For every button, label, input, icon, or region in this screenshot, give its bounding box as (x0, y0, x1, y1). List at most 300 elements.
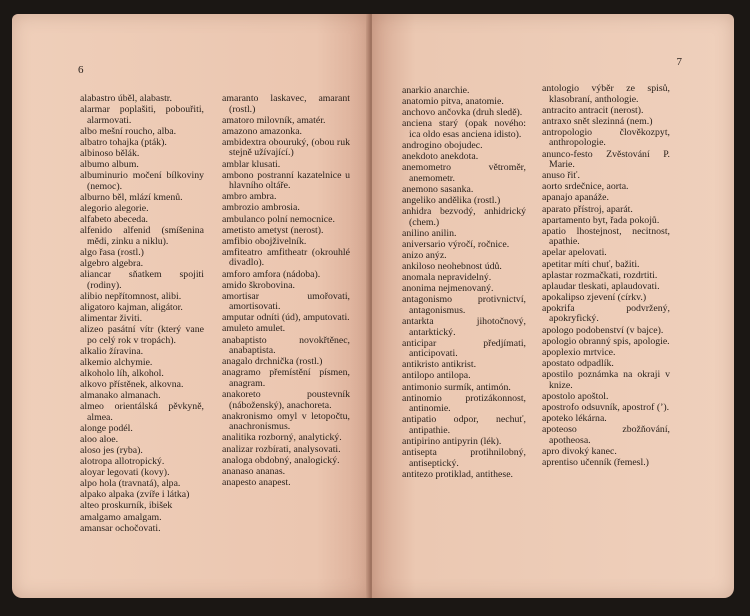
dictionary-entry (402, 163, 526, 184)
dictionary-entry (402, 229, 526, 240)
entry-headword: aparato (542, 203, 571, 215)
entry-definition: ochočovati. (115, 522, 161, 534)
entry-definition: amulet. (256, 323, 286, 335)
entry-headword: ambulanco (222, 213, 265, 225)
dictionary-entry (80, 127, 204, 138)
dictionary-entry (80, 468, 204, 479)
dictionary-entry (80, 215, 204, 226)
dictionary-entry (542, 260, 670, 271)
dictionary-entry (80, 204, 204, 215)
entry-definition: polní nemocnice. (267, 213, 335, 225)
entry-headword: aloo (80, 433, 97, 445)
entry-definition: anekdota. (440, 151, 479, 163)
entry-definition: protizákonnost, antinomie. (409, 392, 526, 415)
right-page (372, 14, 734, 598)
entry-headword: alfabeto (80, 214, 112, 226)
dictionary-entry (80, 391, 204, 402)
dictionary-entry (402, 394, 526, 415)
dictionary-entry (402, 97, 526, 108)
dictionary-entry (542, 337, 670, 348)
entry-definition: míti chuť, bažiti. (573, 258, 640, 270)
dictionary-entry (80, 446, 204, 457)
entry-definition: odpadlík. (577, 357, 614, 369)
entry-definition: nejmenovaný. (438, 283, 494, 295)
dictionary-entry (402, 251, 526, 262)
entry-definition: rozbírati, analysovati. (255, 443, 341, 455)
entry-headword: analizar (222, 443, 253, 455)
entry-headword: anizo (402, 249, 424, 261)
entry-headword: apostrofo (542, 401, 580, 413)
entry-headword: amforo (222, 268, 251, 280)
entry-definition: antikrist. (441, 359, 477, 371)
entry-definition: tleskati, aplaudovati. (578, 280, 660, 292)
entry-definition: abeceda. (114, 214, 149, 226)
entry-definition: odsuvník, apostrof (’). (581, 401, 670, 413)
entry-headword: ambono (222, 169, 254, 181)
entry-headword: aligatoro (80, 301, 115, 313)
entry-headword: albumo (80, 159, 110, 171)
dictionary-entry (222, 357, 350, 368)
entry-definition: amfora (nádoba). (252, 268, 321, 280)
entry-definition: podvržený, apokryfický. (549, 302, 670, 325)
entry-headword: alkoholo (80, 367, 115, 379)
dictionary-entry (542, 193, 670, 204)
entry-headword: apologio (542, 335, 577, 347)
entry-headword: alotropa (80, 456, 113, 468)
entry-headword: alteo (80, 500, 100, 512)
entry-definition: klusati. (251, 158, 281, 170)
dictionary-entry (542, 293, 670, 304)
dictionary-entry (80, 160, 204, 171)
dictionary-entry (542, 248, 670, 259)
entry-headword: algo (80, 246, 97, 258)
entry-definition: přístroj, aparát. (573, 203, 633, 215)
entry-definition: obouruký, (obou ruk stejně užívající.) (229, 136, 350, 159)
dictionary-entry (222, 281, 350, 292)
entry-headword: amfibio (222, 235, 253, 247)
entry-headword: anagalo (222, 356, 253, 368)
dictionary-entry (222, 467, 350, 478)
entry-headword: alkalio (80, 345, 107, 357)
dictionary-column (402, 86, 526, 481)
dictionary-entry (542, 182, 670, 193)
dictionary-entry (222, 412, 350, 433)
dictionary-entry (222, 390, 350, 411)
entry-definition: alfenid (smíšenina mědi, zinku a niklu). (87, 225, 204, 247)
dictionary-entry (542, 348, 670, 359)
entry-headword: ambro (222, 191, 248, 203)
entry-headword: apoteko (542, 412, 574, 424)
dictionary-entry (222, 270, 350, 281)
entry-headword: anatomio (402, 96, 439, 108)
entry-definition: apoštol. (577, 390, 609, 402)
dictionary-entry (542, 414, 670, 425)
entry-definition: aloe. (99, 433, 119, 445)
entry-definition: album. (111, 159, 139, 171)
entry-headword: angeliko (402, 194, 436, 206)
dictionary-entry (402, 437, 526, 448)
dictionary-entry (402, 240, 526, 251)
entry-definition: antilopa. (436, 370, 471, 382)
entry-definition: lhostejnost, necitnost, apathie. (549, 225, 670, 248)
entry-headword: anilino (402, 227, 430, 239)
entry-definition: bělák. (115, 147, 140, 159)
entry-definition: amazonka. (259, 125, 302, 137)
entry-headword: antimonio (402, 381, 442, 393)
dictionary-entry (542, 117, 670, 128)
dictionary-entry (542, 205, 670, 216)
entry-definition: anilin. (431, 227, 457, 239)
entry-definition: ambra. (249, 191, 277, 203)
entry-headword: amansar (80, 522, 113, 534)
entry-definition: antipyrin (lék). (442, 436, 502, 447)
dictionary-entry (222, 226, 350, 237)
dictionary-entry (402, 108, 526, 119)
dictionary-entry (80, 248, 204, 259)
entry-definition: předjímati, anticipovati. (409, 337, 526, 360)
entry-definition: protihnilobný, antiseptický. (409, 447, 526, 469)
entry-definition: ančovka (druh sledě). (437, 107, 523, 119)
dictionary-entry (222, 336, 350, 357)
entry-headword: alonge (80, 422, 107, 434)
dictionary-entry (222, 478, 350, 489)
entry-headword: anemometro (402, 162, 451, 174)
dictionary-entry (402, 196, 526, 207)
dictionary-column (222, 94, 350, 489)
entry-definition: řiť. (567, 170, 580, 182)
dictionary-entry (80, 325, 204, 346)
entry-definition: pasátní vítr (který vane po celý rok v tropách). (87, 323, 204, 346)
entry-definition: obojživelník. (254, 235, 307, 247)
dictionary-entry (402, 119, 526, 140)
entry-headword: alegorio (80, 202, 113, 214)
entry-headword: aniversario (402, 238, 446, 250)
dictionary-entry (402, 339, 526, 360)
entry-headword: apanajo (542, 192, 573, 204)
entry-definition: výročí, ročnice. (447, 238, 510, 250)
dictionary-column (542, 84, 670, 469)
dictionary-column (80, 94, 204, 535)
entry-headword: antologio (542, 83, 580, 94)
entry-headword: apokrifa (542, 302, 575, 314)
entry-definition: poustevník (náboženský), anachoreta. (229, 389, 350, 411)
dictionary-entry (222, 138, 350, 159)
entry-definition: mešní roucho, alba. (99, 125, 177, 137)
entry-headword: amido (222, 279, 247, 291)
dictionary-entry (80, 171, 204, 192)
entry-definition: surmík, antimón. (444, 381, 511, 393)
dictionary-entry (402, 86, 526, 97)
entry-definition: jihotočnový, antarktický. (409, 315, 526, 338)
entry-definition: protivnictví, antagonismus. (409, 294, 526, 316)
entry-definition: jes (ryba). (103, 445, 143, 456)
entry-definition: poznámka na okraji v knize. (549, 368, 671, 391)
entry-headword: analoga (222, 454, 253, 466)
entry-definition: allotropický. (114, 456, 165, 468)
entry-headword: anomala (402, 272, 436, 284)
dictionary-entry (542, 227, 670, 248)
entry-headword: anchovo (402, 107, 436, 119)
dictionary-entry (222, 324, 350, 335)
entry-headword: apoplexio (542, 346, 581, 358)
entry-headword: apostilo (542, 368, 574, 380)
dictionary-entry (222, 237, 350, 248)
entry-definition: postranní kazatelnice u hlavního oltáře. (229, 169, 351, 192)
entry-definition: žíravina. (109, 345, 144, 357)
dictionary-entry (402, 383, 526, 394)
entry-definition: výběr ze spisů, klasobraní, anthologie. (549, 83, 670, 105)
dictionary-entry (402, 470, 526, 481)
entry-definition: laskavec, amarant (rostl.) (229, 93, 351, 115)
entry-headword: antisepta (402, 447, 437, 459)
entry-headword: apologo (542, 324, 574, 336)
dictionary-entry (222, 433, 350, 444)
entry-headword: amfiteatro (222, 246, 263, 258)
dictionary-entry (80, 149, 204, 160)
entry-headword: algebro (80, 257, 110, 269)
entry-headword: analitika (222, 432, 256, 444)
dictionary-entry (80, 490, 204, 501)
entry-headword: alpako (80, 489, 107, 501)
entry-headword: alkemio (80, 356, 112, 368)
dictionary-entry (402, 371, 526, 382)
dictionary-entry (542, 359, 670, 370)
entry-headword: apetitar (542, 258, 572, 270)
dictionary-entry (80, 513, 204, 524)
entry-definition: přemístění písmen, anagram. (229, 367, 350, 389)
entry-definition: učenník (řemesl.) (580, 456, 649, 468)
dictionary-entry (80, 270, 204, 291)
entry-definition: alchymie. (114, 356, 153, 368)
entry-headword: anunco-festo (542, 148, 593, 160)
entry-headword: androgino (402, 139, 442, 151)
entry-headword: amalgamo (80, 511, 121, 523)
entry-headword: apokalipso (542, 291, 585, 303)
entry-headword: antinomio (402, 392, 442, 404)
dictionary-entry (542, 425, 670, 446)
dictionary-entry (80, 435, 204, 446)
entry-definition: pitva, anatomie. (440, 96, 504, 108)
entry-definition: starý (opak nového: ica oldo esas anciena idisto). (409, 118, 527, 140)
dictionary-entry (542, 216, 670, 227)
entry-definition: umořovati, amortisovati. (229, 290, 350, 313)
entry-headword: anarkio (402, 85, 432, 96)
dictionary-entry (222, 192, 350, 203)
page-number: 6 (78, 64, 84, 76)
entry-headword: ambidextra (222, 136, 267, 148)
entry-headword: aplaudar (542, 280, 576, 292)
dictionary-entry (542, 128, 670, 149)
entry-definition: alegorie. (114, 202, 149, 214)
entry-definition: milovník, amatér. (256, 114, 326, 126)
dictionary-entry (80, 292, 204, 303)
dictionary-entry (222, 215, 350, 226)
dictionary-entry (222, 160, 350, 171)
entry-headword: antraxo (542, 115, 572, 127)
dictionary-entry (402, 185, 526, 196)
entry-headword: aorto (542, 181, 563, 193)
entry-definition: obdobný, analogický. (254, 454, 340, 466)
entry-definition: ambrosia. (261, 202, 300, 214)
entry-headword: anakoreto (222, 389, 261, 401)
dictionary-entry (80, 501, 204, 512)
entry-definition: divoký kanec. (561, 445, 617, 457)
dictionary-entry (80, 347, 204, 358)
dictionary-entry (402, 262, 526, 273)
entry-definition: proskurník, ibišek (101, 500, 173, 512)
entry-definition: podobenství (v bajce). (576, 324, 664, 336)
entry-definition: mrtvice. (583, 346, 616, 358)
dictionary-entry (80, 479, 204, 490)
entry-headword: albatro (80, 136, 108, 148)
dictionary-entry (80, 380, 204, 391)
dictionary-entry (542, 150, 670, 171)
entry-headword: alfenido (80, 225, 113, 237)
entry-definition: omyl v letopočtu, anachronismus. (229, 410, 350, 433)
entry-headword: apelar (542, 247, 566, 259)
entry-definition: větroměr, anemometr. (409, 162, 526, 184)
entry-headword: anuso (542, 170, 565, 182)
entry-headword: aprentiso (542, 456, 578, 468)
dictionary-entry (402, 141, 526, 152)
dictionary-entry (402, 152, 526, 163)
entry-headword: aplastar (542, 269, 573, 281)
entry-definition: odníti (úd), amputovati. (256, 312, 350, 324)
entry-headword: amblar (222, 158, 250, 170)
entry-definition: byt, řada pokojů. (592, 214, 660, 226)
dictionary-entry (542, 326, 670, 337)
dictionary-entry (80, 259, 204, 270)
entry-headword: antagonismo (402, 294, 453, 306)
entry-headword: albinoso (80, 147, 114, 159)
entry-definition: škrobovina. (248, 279, 295, 291)
entry-definition: močení bílkoviny (nemoc). (87, 170, 204, 192)
dictionary-entry (542, 370, 670, 391)
entry-headword: amortisar (222, 290, 259, 302)
entry-definition: hola (travnatá), alpa. (99, 478, 181, 490)
entry-definition: snět slezinná (nem.) (573, 115, 653, 127)
entry-definition: obojudec. (444, 139, 483, 151)
entry-headword: antracito (542, 104, 577, 116)
dictionary-entry (542, 84, 670, 105)
entry-definition: sňatkem spojiti (rodiny). (87, 269, 204, 291)
entry-definition: řasa (rostl.) (99, 246, 144, 258)
dictionary-entry (542, 271, 670, 282)
dictionary-entry (402, 207, 526, 228)
dictionary-entry (402, 360, 526, 371)
dictionary-entry (542, 106, 670, 117)
entry-definition: andělika (rostl.) (438, 194, 501, 206)
dictionary-entry (222, 116, 350, 127)
entry-definition: algebra. (111, 257, 144, 269)
entry-definition: novokřtěnec, anabaptista. (229, 334, 350, 357)
entry-headword: alkovo (80, 378, 107, 390)
entry-definition: líh, alkohol. (116, 367, 164, 379)
dictionary-entry (402, 295, 526, 316)
entry-headword: ametisto (222, 224, 256, 236)
entry-definition: přístěnek, alkovna. (109, 378, 184, 390)
entry-headword: alarmar (80, 104, 110, 116)
entry-headword: anabaptisto (222, 334, 267, 346)
dictionary-entry (542, 447, 670, 458)
entry-headword: antikristo (402, 359, 440, 371)
entry-headword: anekdoto (402, 151, 438, 163)
dictionary-entry (542, 403, 670, 414)
entry-definition: lékárna. (575, 412, 607, 424)
dictionary-entry (222, 292, 350, 313)
entry-definition: zbožňování, apotheosa. (549, 423, 670, 446)
entry-headword: alimentar (80, 312, 117, 324)
entry-headword: alburno (80, 191, 110, 203)
entry-definition: živiti. (119, 312, 143, 324)
entry-definition: almanach. (120, 390, 161, 402)
dictionary-entry (80, 402, 204, 423)
entry-definition: anarchie. (433, 85, 470, 96)
entry-definition: běl, mlází kmenů. (112, 191, 183, 203)
entry-definition: bezvodý, anhidrický (chem.) (409, 206, 527, 228)
entry-headword: amuleto (222, 323, 254, 335)
entry-headword: antropologio (542, 126, 593, 138)
entry-headword: alpo (80, 478, 97, 490)
entry-definition: drchnička (rostl.) (254, 356, 323, 368)
page-number: 7 (676, 56, 682, 68)
dictionary-entry (222, 445, 350, 456)
entry-headword: antipirino (402, 436, 441, 447)
entry-headword: ankiloso (402, 261, 436, 272)
entry-headword: alizeo (80, 323, 104, 335)
dictionary-entry (542, 458, 670, 469)
dictionary-entry (80, 303, 204, 314)
entry-headword: antilopo (402, 370, 435, 382)
entry-definition: legovati (kovy). (106, 467, 170, 479)
entry-headword: amaranto (222, 93, 259, 104)
entry-definition: Zvěstování P. Marie. (549, 148, 671, 171)
dictionary-entry (80, 424, 204, 435)
dictionary-entry (222, 94, 350, 115)
dictionary-entry (80, 369, 204, 380)
entry-definition: kajman, aligátor. (117, 301, 183, 313)
entry-headword: apostato (542, 357, 575, 369)
dictionary-entry (222, 203, 350, 214)
dictionary-entry (542, 392, 670, 403)
entry-definition: srdečnice, aorta. (564, 181, 629, 193)
entry-headword: antitezo (402, 468, 434, 480)
dictionary-entry (222, 456, 350, 467)
dictionary-entry (402, 273, 526, 284)
entry-headword: ananaso (222, 465, 254, 477)
entry-definition: obranný spis, apologie. (578, 335, 670, 347)
dictionary-entry (80, 226, 204, 247)
entry-headword: anemono (402, 183, 438, 195)
left-page (12, 14, 370, 598)
entry-headword: aloyar (80, 467, 105, 479)
entry-headword: apartamento (542, 214, 591, 226)
dictionary-entry (222, 313, 350, 324)
entry-definition: zjevení (církv.) (586, 291, 647, 303)
entry-headword: anciena (402, 118, 432, 130)
dictionary-entry (80, 138, 204, 149)
dictionary-entry (542, 304, 670, 325)
entry-definition: nepřítomnost, alibi. (104, 290, 182, 302)
entry-headword: anonima (402, 283, 436, 295)
entry-headword: antarkta (402, 315, 434, 327)
dictionary-entry (80, 105, 204, 126)
dictionary-entry (222, 248, 350, 269)
entry-headword: apatio (542, 225, 566, 237)
entry-definition: úběl, alabastr. (117, 93, 172, 104)
entry-headword: ambrozio (222, 202, 259, 214)
entry-definition: amalgam. (123, 511, 162, 523)
